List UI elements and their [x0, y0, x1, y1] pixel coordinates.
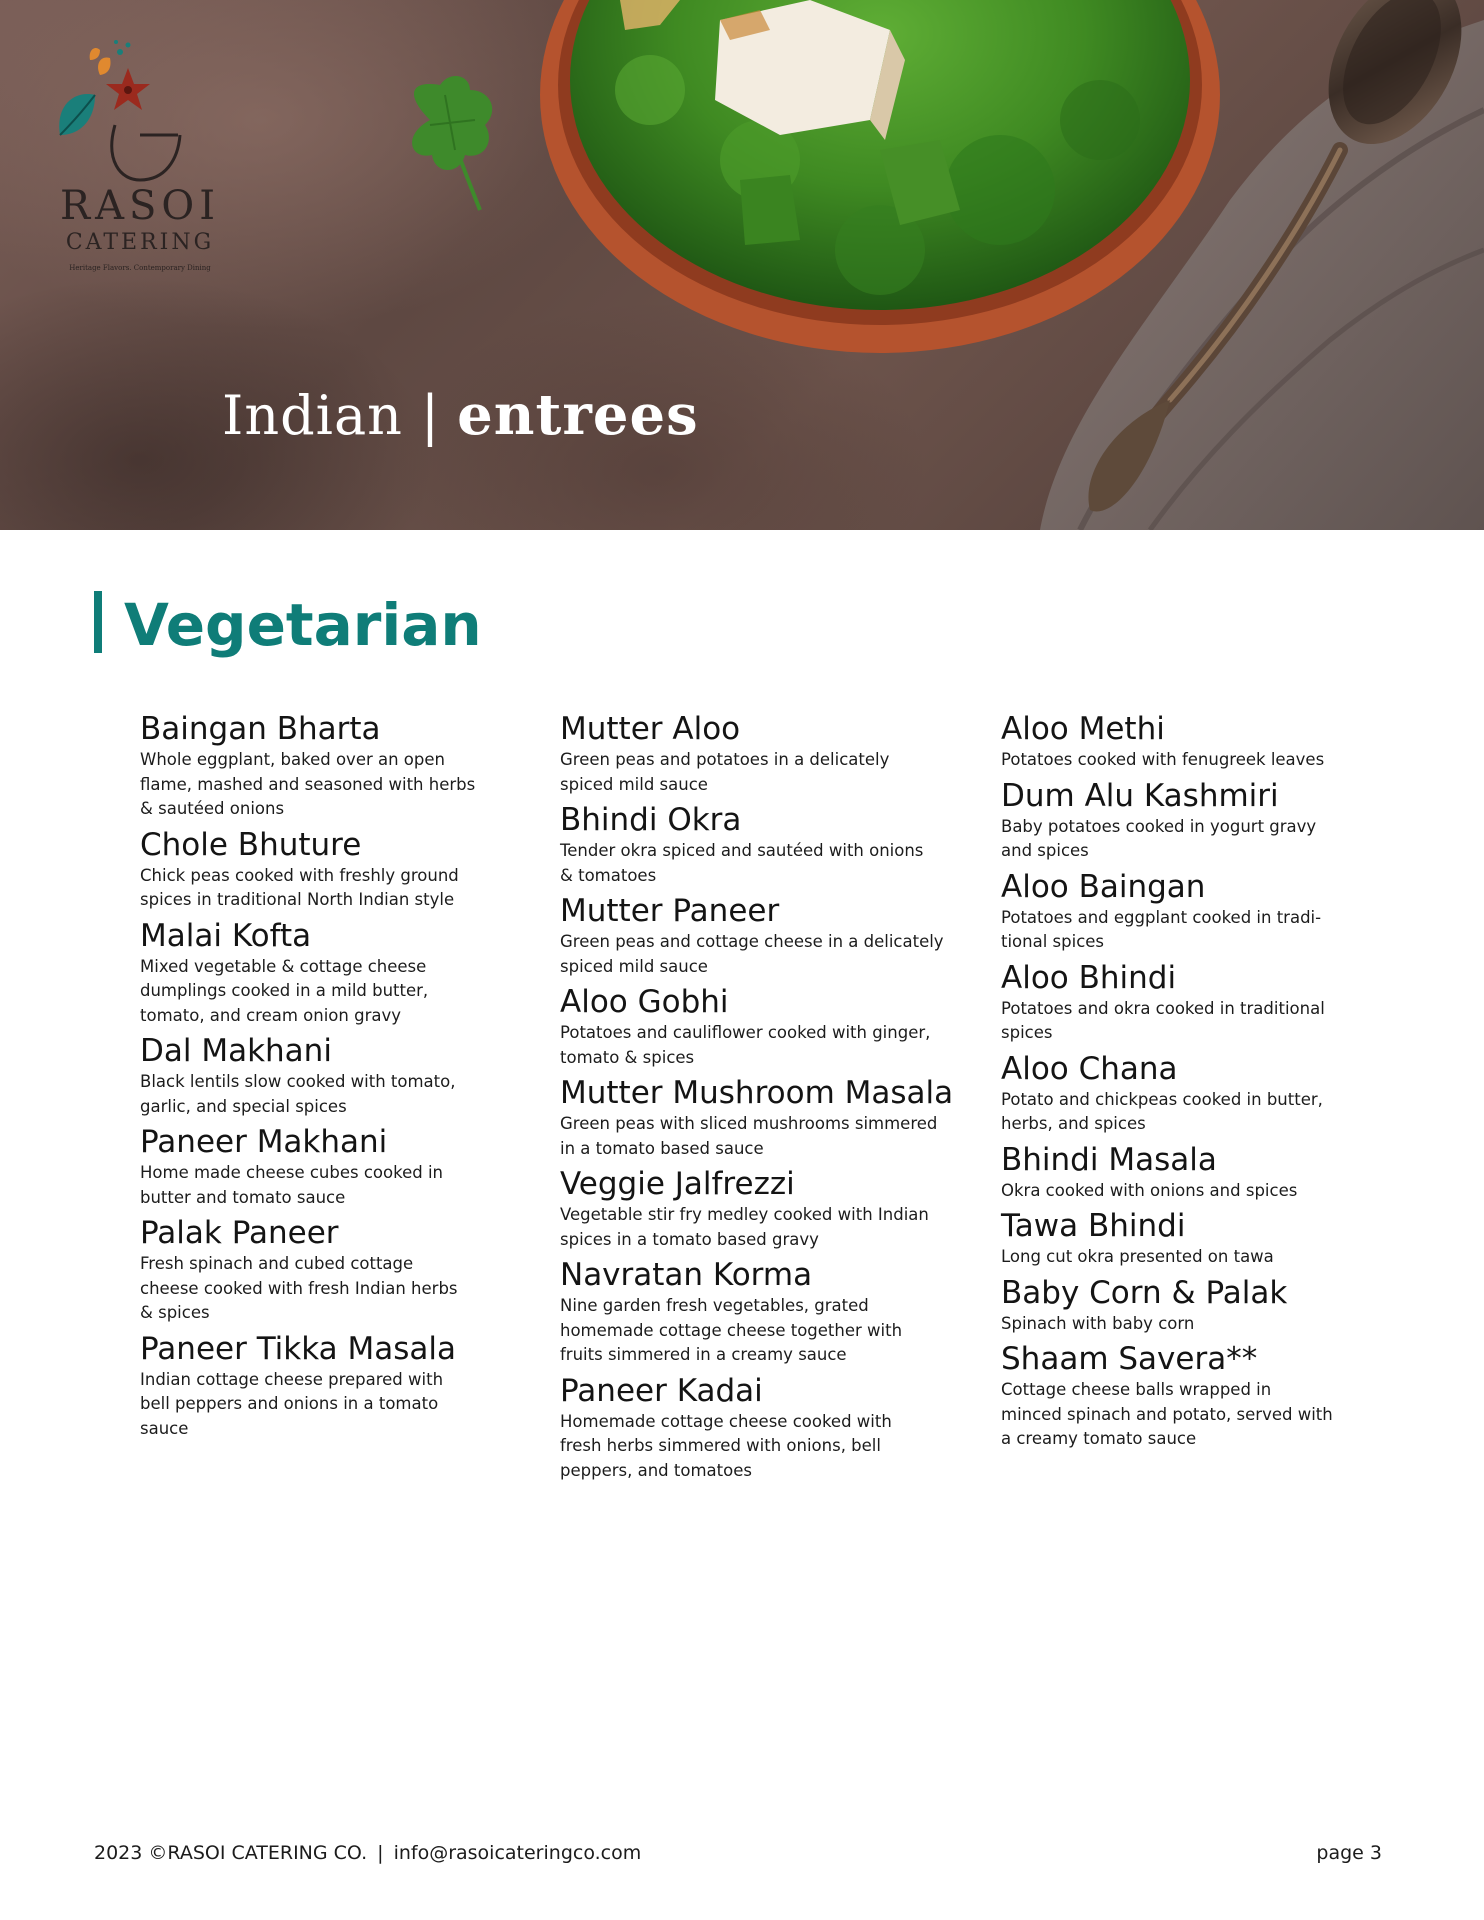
menu-item	[1001, 1050, 1381, 1137]
description-line: and spices	[1001, 841, 1089, 860]
description-line: garlic, and special spices	[140, 1096, 347, 1116]
menu-item	[560, 710, 960, 797]
menu-item-description	[1001, 1088, 1381, 1137]
description-line: Chick peas cooked with freshly ground	[140, 865, 459, 885]
hero-title	[222, 382, 699, 448]
description-line: spiced mild sauce	[560, 774, 708, 794]
description-line: Long cut okra presented on tawa	[1001, 1247, 1274, 1266]
brand-name: RASOI	[60, 183, 220, 229]
menu-item-description	[560, 839, 960, 888]
menu-item-name: Bhindi Masala	[1001, 1141, 1217, 1178]
cilantro-leaf-icon	[412, 76, 492, 210]
menu-item-name: Dum Alu Kashmiri	[1001, 777, 1279, 814]
menu-item-name: Chole Bhuture	[140, 826, 362, 863]
menu-item-name: Aloo Bhindi	[1001, 959, 1177, 996]
description-line: homemade cottage cheese together with	[560, 1320, 903, 1340]
menu-item	[560, 1165, 960, 1252]
menu-item-name: Mutter Aloo	[560, 711, 741, 747]
description-line: Mixed vegetable & cottage cheese	[140, 956, 427, 976]
description-line: butter and tomato sauce	[140, 1187, 346, 1207]
menu-item-description	[1001, 1312, 1381, 1337]
menu-item	[1001, 1340, 1381, 1452]
description-line: a creamy tomato sauce	[1001, 1429, 1197, 1448]
menu-item-name: Dal Makhani	[140, 1033, 332, 1069]
menu-item-description	[1001, 1378, 1381, 1452]
menu-item-name: Aloo Chana	[1001, 1050, 1178, 1087]
description-line: Tender okra spiced and sautéed with onions	[560, 841, 924, 860]
menu-item-description	[140, 1161, 500, 1210]
menu-item-name: Mutter Paneer	[560, 893, 780, 929]
description-line: spices in a tomato based gravy	[560, 1229, 819, 1249]
description-line: bell peppers and onions in a tomato	[140, 1394, 439, 1413]
description-line: Potatoes and eggplant cooked in tradi-	[1001, 907, 1322, 927]
menu-item	[560, 1256, 960, 1368]
description-line: peppers, and tomatoes	[560, 1460, 752, 1480]
menu-item-description	[140, 864, 500, 913]
menu-item-name: Baby Corn & Palak	[1001, 1274, 1288, 1311]
menu-item	[140, 1214, 500, 1326]
menu-item-name: Bhindi Okra	[560, 802, 742, 838]
description-line: Potatoes and okra cooked in traditional	[1001, 998, 1325, 1018]
menu-item	[1001, 1141, 1381, 1204]
description-line: herbs, and spices	[1001, 1114, 1146, 1133]
menu-item-name: Aloo Methi	[1001, 711, 1165, 747]
footer-copyright: 2023 ©RASOI CATERING CO.	[94, 1842, 368, 1864]
menu-column-2	[560, 710, 960, 1487]
menu-item-description	[560, 748, 960, 797]
description-line: Homemade cottage cheese cooked with	[560, 1411, 892, 1431]
menu-item	[1001, 1274, 1381, 1337]
menu-item	[1001, 710, 1381, 773]
description-line: Potato and chickpeas cooked in butter,	[1001, 1089, 1323, 1109]
menu-item-description	[1001, 748, 1381, 773]
menu-item-name: Paneer Makhani	[140, 1124, 388, 1160]
hero-separator: |	[420, 384, 440, 447]
menu-item-description	[560, 930, 960, 979]
hero-banner	[0, 0, 1484, 530]
description-line: Indian cottage cheese prepared with	[140, 1369, 444, 1389]
description-line: Vegetable stir fry medley cooked with Indian	[560, 1205, 929, 1224]
menu-item	[1001, 777, 1381, 864]
description-line: Nine garden fresh vegetables, grated	[560, 1296, 869, 1315]
description-line: Cottage cheese balls wrapped in	[1001, 1380, 1272, 1399]
menu-item-description	[1001, 906, 1381, 955]
description-line: Black lentils slow cooked with tomato,	[140, 1072, 456, 1091]
menu-item-description	[1001, 997, 1381, 1046]
description-line: Green peas and potatoes in a delicately	[560, 750, 890, 769]
menu-item	[560, 1372, 960, 1484]
menu-item	[560, 1074, 960, 1161]
menu-item-name: Baingan Bharta	[140, 711, 381, 747]
description-line: Fresh spinach and cubed cottage	[140, 1254, 414, 1273]
footer-contact	[94, 1842, 641, 1864]
menu-item-description	[560, 1203, 960, 1252]
menu-item-name: Tawa Bhindi	[1001, 1208, 1186, 1244]
menu-item-name: Malai Kofta	[140, 917, 312, 954]
menu-item	[1001, 868, 1381, 955]
description-line: spices	[1001, 1023, 1053, 1042]
description-line: & spices	[140, 1303, 210, 1322]
menu-item-description	[1001, 1245, 1381, 1270]
description-line: tomato & spices	[560, 1047, 695, 1067]
description-line: in a tomato based sauce	[560, 1138, 764, 1158]
description-line: cheese cooked with fresh Indian herbs	[140, 1278, 458, 1298]
menu-item-name: Palak Paneer	[140, 1215, 339, 1251]
menu-item	[140, 710, 500, 822]
description-line: Spinach with baby corn	[1001, 1313, 1195, 1333]
description-line: spices in traditional North Indian style	[140, 890, 455, 909]
description-line: Green peas with sliced mushrooms simmered	[560, 1114, 938, 1133]
menu-item-description	[140, 748, 500, 822]
menu-item-name: Mutter Mushroom Masala	[560, 1075, 954, 1111]
menu-item-name: Navratan Korma	[560, 1257, 813, 1293]
menu-item-name: Aloo Baingan	[1001, 868, 1206, 905]
footer-separator: |	[377, 1842, 384, 1864]
menu-item-description	[140, 1070, 500, 1119]
description-line: Home made cheese cubes cooked in	[140, 1163, 443, 1182]
description-line: dumplings cooked in a mild butter,	[140, 981, 429, 1000]
menu-item	[560, 801, 960, 888]
menu-item-description	[140, 955, 500, 1029]
menu-item-description	[1001, 1179, 1381, 1204]
menu-item-description	[560, 1112, 960, 1161]
hero-course: entrees	[457, 382, 699, 448]
description-line: tional spices	[1001, 932, 1105, 951]
menu-item-name: Paneer Tikka Masala	[140, 1330, 456, 1367]
description-line: flame, mashed and seasoned with herbs	[140, 774, 476, 794]
menu-column-1	[140, 710, 500, 1445]
menu-item	[1001, 959, 1381, 1046]
menu-item	[1001, 1207, 1381, 1270]
menu-item	[140, 826, 500, 913]
description-line: sauce	[140, 1418, 189, 1438]
menu-item	[560, 892, 960, 979]
section-title: Vegetarian	[124, 591, 482, 659]
menu-item-name: Paneer Kadai	[560, 1372, 763, 1409]
menu-item-name: Shaam Savera**	[1001, 1341, 1258, 1377]
description-line: Baby potatoes cooked in yogurt gravy	[1001, 816, 1317, 836]
menu-column-3	[1001, 710, 1381, 1456]
description-line: spiced mild sauce	[560, 956, 708, 976]
menu-item	[140, 1330, 500, 1442]
menu-item-name: Veggie Jalfrezzi	[560, 1166, 795, 1202]
hero-cuisine: Indian	[222, 384, 403, 447]
description-line: & sautéed onions	[140, 799, 285, 818]
menu-item	[140, 1123, 500, 1210]
menu-item	[140, 917, 500, 1029]
menu-item-description	[560, 1294, 960, 1368]
page-number: page 3	[1316, 1842, 1382, 1864]
description-line: fruits simmered in a creamy sauce	[560, 1345, 847, 1364]
description-line: Potatoes and cauliflower cooked with ginger,	[560, 1023, 931, 1042]
section-heading	[94, 590, 482, 660]
description-line: Whole eggplant, baked over an open	[140, 750, 445, 769]
menu-item-name: Aloo Gobhi	[560, 984, 729, 1020]
heading-accent-bar	[94, 591, 102, 653]
description-line: tomato, and cream onion gravy	[140, 1005, 401, 1025]
description-line: Potatoes cooked with fenugreek leaves	[1001, 750, 1325, 769]
brand-tagline: Heritage Flavors. Contemporary Dining	[69, 264, 211, 272]
menu-item-description	[560, 1021, 960, 1070]
menu-item	[140, 1032, 500, 1119]
menu-item-description	[1001, 815, 1381, 864]
menu-item-description	[140, 1252, 500, 1326]
menu-item	[560, 983, 960, 1070]
menu-item-description	[140, 1368, 500, 1442]
description-line: minced spinach and potato, served with	[1001, 1404, 1333, 1424]
menu-item-description	[560, 1410, 960, 1484]
description-line: Okra cooked with onions and spices	[1001, 1180, 1298, 1200]
description-line: fresh herbs simmered with onions, bell	[560, 1436, 881, 1455]
brand-subname: CATERING	[65, 230, 215, 255]
description-line: & tomatoes	[560, 865, 657, 885]
footer-email-link[interactable]: info@rasoicateringco.com	[393, 1842, 642, 1864]
description-line: Green peas and cottage cheese in a delicately	[560, 932, 944, 951]
